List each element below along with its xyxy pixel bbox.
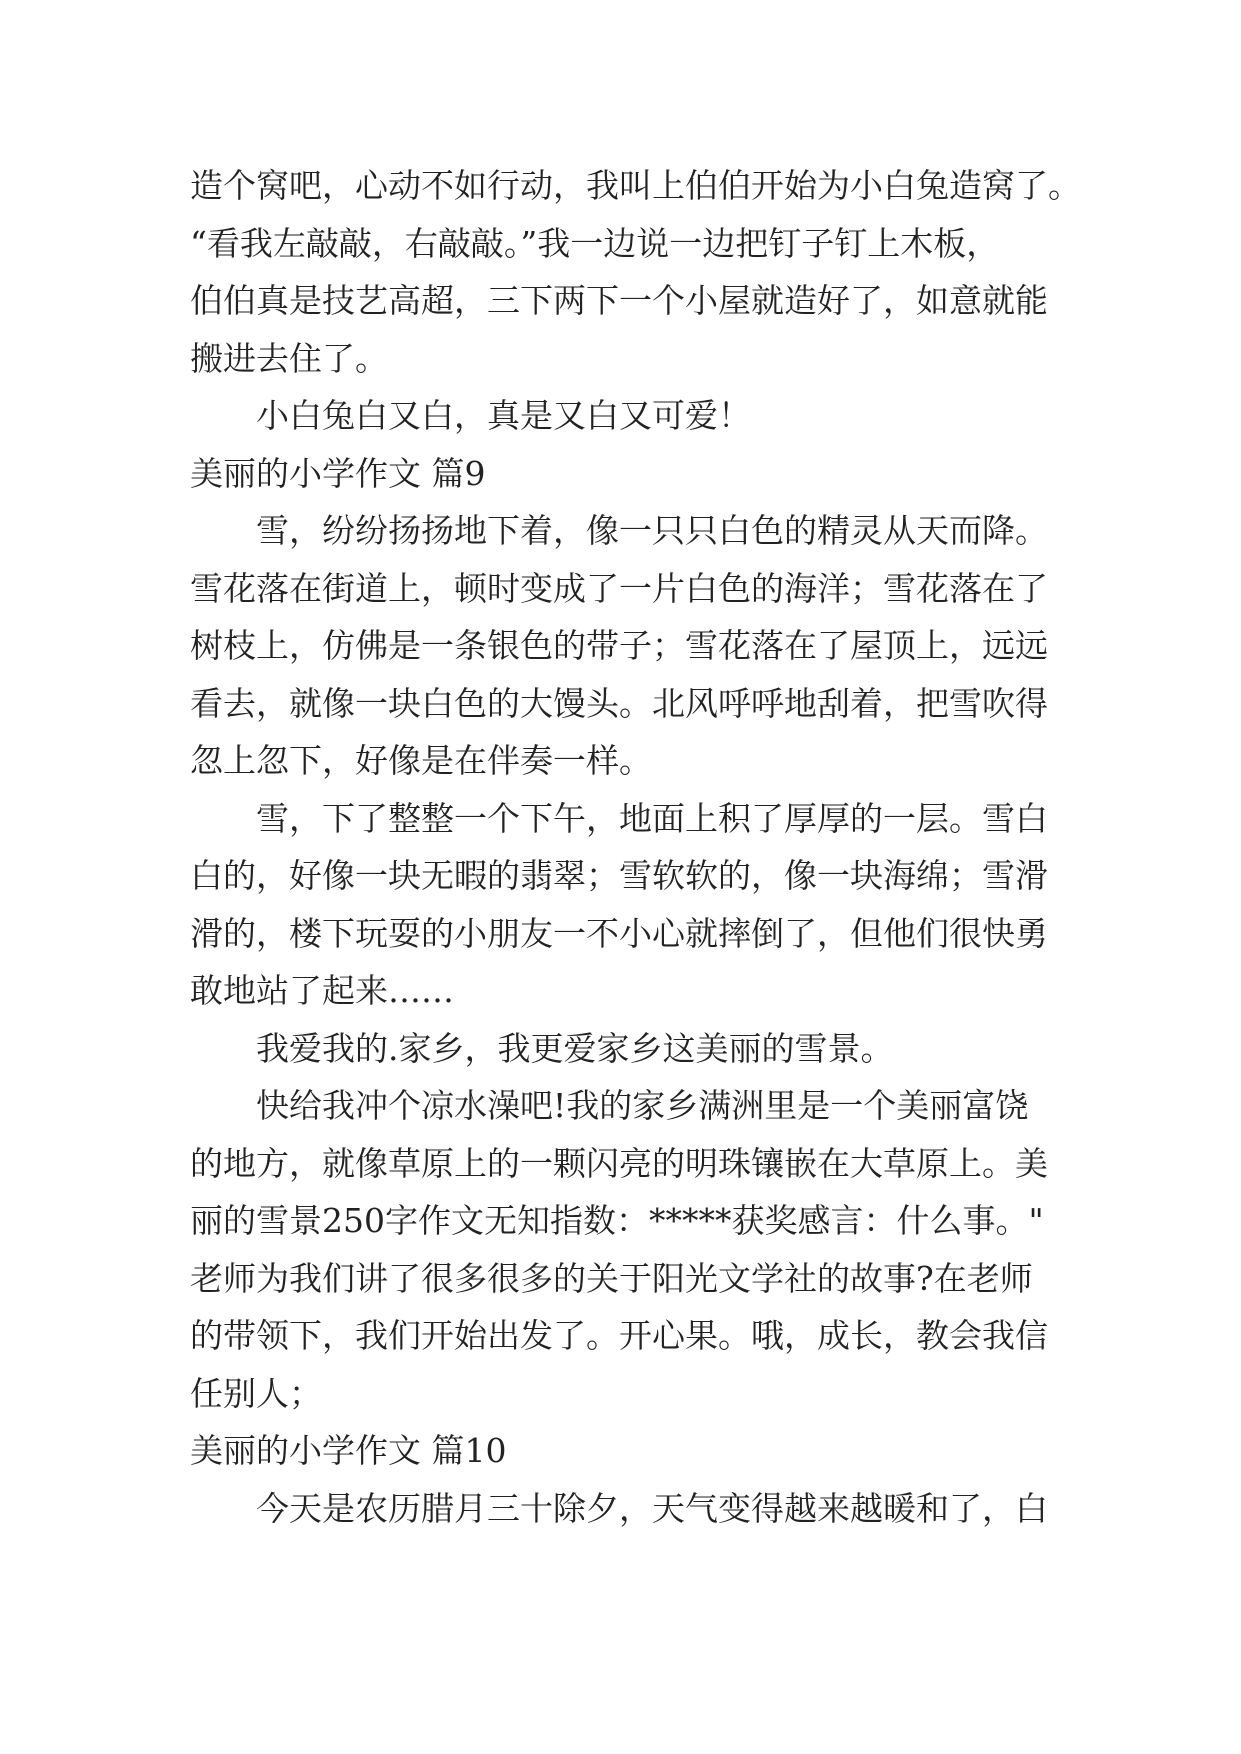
text-line: 看去，就像一块白色的大馒头。北风呼呼地刮着，把雪吹得 (190, 683, 1048, 723)
text-line: 伯伯真是技艺高超，三下两下一个小屋就造好了，如意就能 (190, 281, 1048, 320)
text-line: 白的，好像一块无暇的翡翠；雪软软的，像一块海绵；雪滑 (190, 856, 1048, 895)
section-heading: 美丽的小学作文 篇10 (190, 1431, 507, 1470)
text-line: 树枝上，仿佛是一条银色的带子；雪花落在了屋顶上，远远 (190, 626, 1048, 665)
text-line: 搬进去住了。 (190, 338, 388, 378)
text-line: 滑的，楼下玩耍的小朋友一不小心就摔倒了，但他们很快勇 (190, 913, 1048, 953)
paragraph-first-line: 今天是农历腊月三十除夕，天气变得越来越暖和了，白 (256, 1488, 1048, 1528)
paragraph-first-line: 小白兔白又白，真是又白又可爱！ (256, 396, 751, 435)
text-line: “看我左敲敲，右敲敲。”我一边说一边把钉子钉上木板， (190, 223, 1000, 263)
text-line: 丽的雪景250字作文无知指数：*****获奖感言：什么事。" (190, 1201, 1044, 1240)
text-line: 的地方，就像草原上的一颗闪亮的明珠镶嵌在大草原上。美 (190, 1143, 1048, 1183)
paragraph-first-line: 快给我冲个凉水澡吧!我的家乡满洲里是一个美丽富饶 (256, 1086, 1029, 1125)
text-line: 老师为我们讲了很多很多的关于阳光文学社的故事?在老师 (190, 1258, 1033, 1298)
text-line: 任别人； (190, 1373, 322, 1413)
text-line: 敢地站了起来…… (190, 971, 454, 1010)
section-heading: 美丽的小学作文 篇9 (190, 453, 486, 493)
paragraph-first-line: 我爱我的.家乡，我更爱家乡这美丽的雪景。 (256, 1028, 894, 1068)
document-body (190, 157, 1081, 1537)
text-line: 忽上忽下，好像是在伴奏一样。 (190, 741, 652, 780)
text-line: 雪花落在街道上，顿时变成了一片白色的海洋；雪花落在了 (190, 568, 1048, 608)
text-line: 的带领下，我们开始出发了。开心果。哦，成长，教会我信 (190, 1316, 1048, 1355)
text-line: 造个窝吧，心动不如行动，我叫上伯伯开始为小白兔造窝了。 (190, 166, 1081, 205)
paragraph-first-line: 雪，下了整整一个下午，地面上积了厚厚的一层。雪白 (256, 798, 1048, 838)
paragraph-first-line: 雪，纷纷扬扬地下着，像一只只白色的精灵从天而降。 (256, 511, 1048, 550)
